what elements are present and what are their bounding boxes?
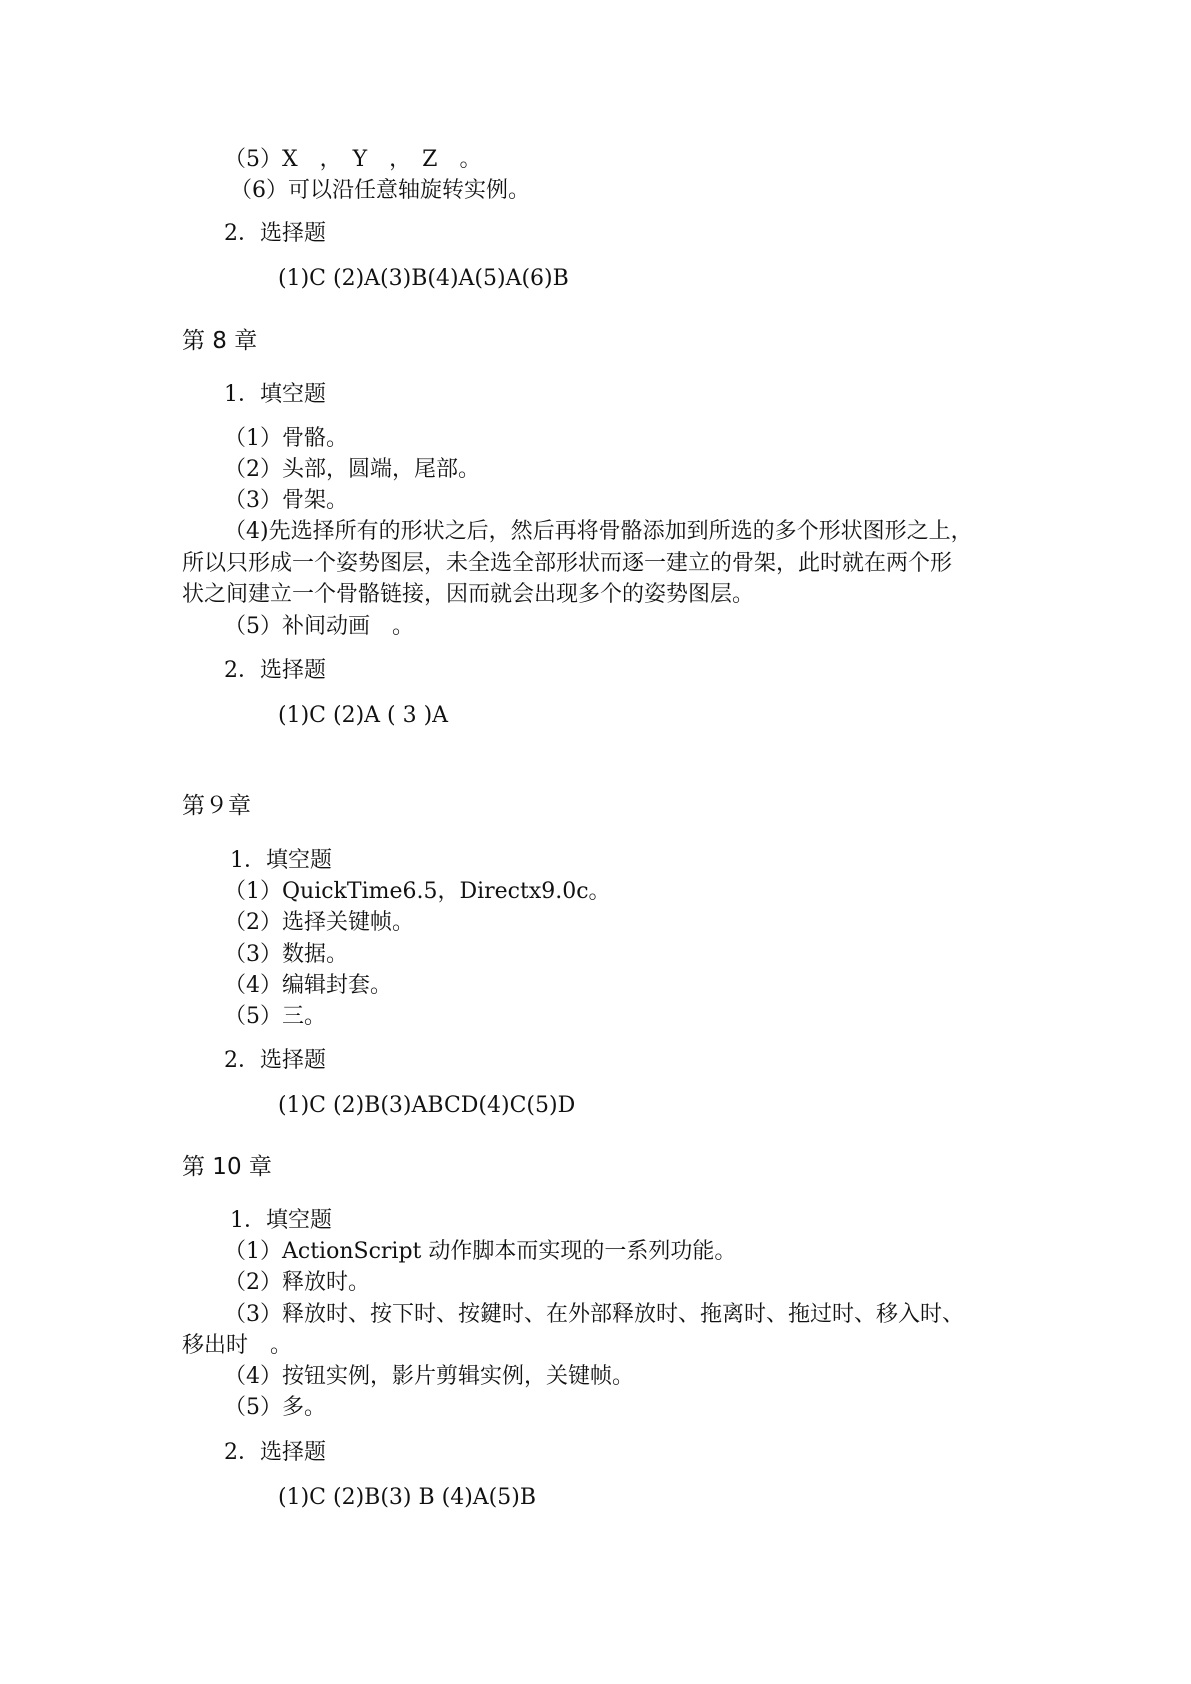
ch8-choice-title: 2．选择题 bbox=[224, 658, 326, 683]
ch10-fill-item-1: （1）ActionScript 动作脚本而实现的一系列功能。 bbox=[224, 1239, 737, 1264]
ch8-fill-item-3: （3）骨架。 bbox=[224, 488, 348, 513]
ch9-choice-title: 2．选择题 bbox=[224, 1048, 326, 1073]
ch10-choice-answers: (1)C (2)B(3) B (4)A(5)B bbox=[278, 1485, 537, 1510]
ch10-heading: 第 10 章 bbox=[182, 1154, 272, 1180]
ch8-fill-item-4-line-2: 所以只形成一个姿势图层，未全选全部形状而逐一建立的骨架，此时就在两个形 bbox=[182, 551, 953, 576]
ch8-fill-title: 1．填空题 bbox=[224, 382, 326, 407]
ch7-fill-item-5: （5）X ， Y ， Z 。 bbox=[224, 147, 482, 172]
ch7-choice-title: 2．选择题 bbox=[224, 221, 326, 246]
ch10-fill-item-3-line-1: （3）释放时、按下时、按鍵时、在外部释放时、拖离时、拖过时、移入时、 bbox=[224, 1302, 964, 1327]
ch8-fill-item-4-line-3: 状之间建立一个骨骼链接，因而就会出现多个的姿势图层。 bbox=[182, 582, 755, 607]
ch9-heading: 第９章 bbox=[182, 793, 251, 819]
ch8-fill-item-5: （5）补间动画 。 bbox=[224, 614, 414, 639]
ch7-choice-answers: (1)C (2)A(3)B(4)A(5)A(6)B bbox=[278, 266, 569, 291]
ch7-fill-item-6: （6）可以沿任意轴旋转实例。 bbox=[230, 178, 530, 203]
ch8-fill-item-1: （1）骨骼。 bbox=[224, 426, 348, 451]
ch8-fill-item-2: （2）头部，圆端，尾部。 bbox=[224, 457, 480, 482]
ch9-fill-item-5: （5）三。 bbox=[224, 1004, 326, 1029]
ch9-fill-item-3: （3）数据。 bbox=[224, 942, 348, 967]
ch9-fill-title: 1．填空题 bbox=[230, 848, 332, 873]
ch10-fill-item-3-line-2: 移出时 。 bbox=[182, 1333, 293, 1358]
ch10-fill-item-2: （2）释放时。 bbox=[224, 1270, 370, 1295]
ch9-fill-item-4: （4）编辑封套。 bbox=[224, 973, 392, 998]
ch10-fill-title: 1．填空题 bbox=[230, 1208, 332, 1233]
ch8-fill-item-4-line-1: （4)先选择所有的形状之后，然后再将骨骼添加到所选的多个形状图形之上， bbox=[224, 519, 973, 544]
ch10-fill-item-4: （4）按钮实例，影片剪辑实例，关键帧。 bbox=[224, 1364, 634, 1389]
ch10-choice-title: 2．选择题 bbox=[224, 1440, 326, 1465]
ch10-fill-item-5: （5）多。 bbox=[224, 1395, 326, 1420]
ch9-choice-answers: (1)C (2)B(3)ABCD(4)C(5)D bbox=[278, 1093, 576, 1118]
ch9-fill-item-1: （1）QuickTime6.5，Directx9.0c。 bbox=[224, 879, 611, 904]
ch8-choice-answers: (1)C (2)A ( 3 )A bbox=[278, 703, 449, 728]
ch9-fill-item-2: （2）选择关键帧。 bbox=[224, 910, 414, 935]
ch8-heading: 第 8 章 bbox=[182, 328, 258, 354]
